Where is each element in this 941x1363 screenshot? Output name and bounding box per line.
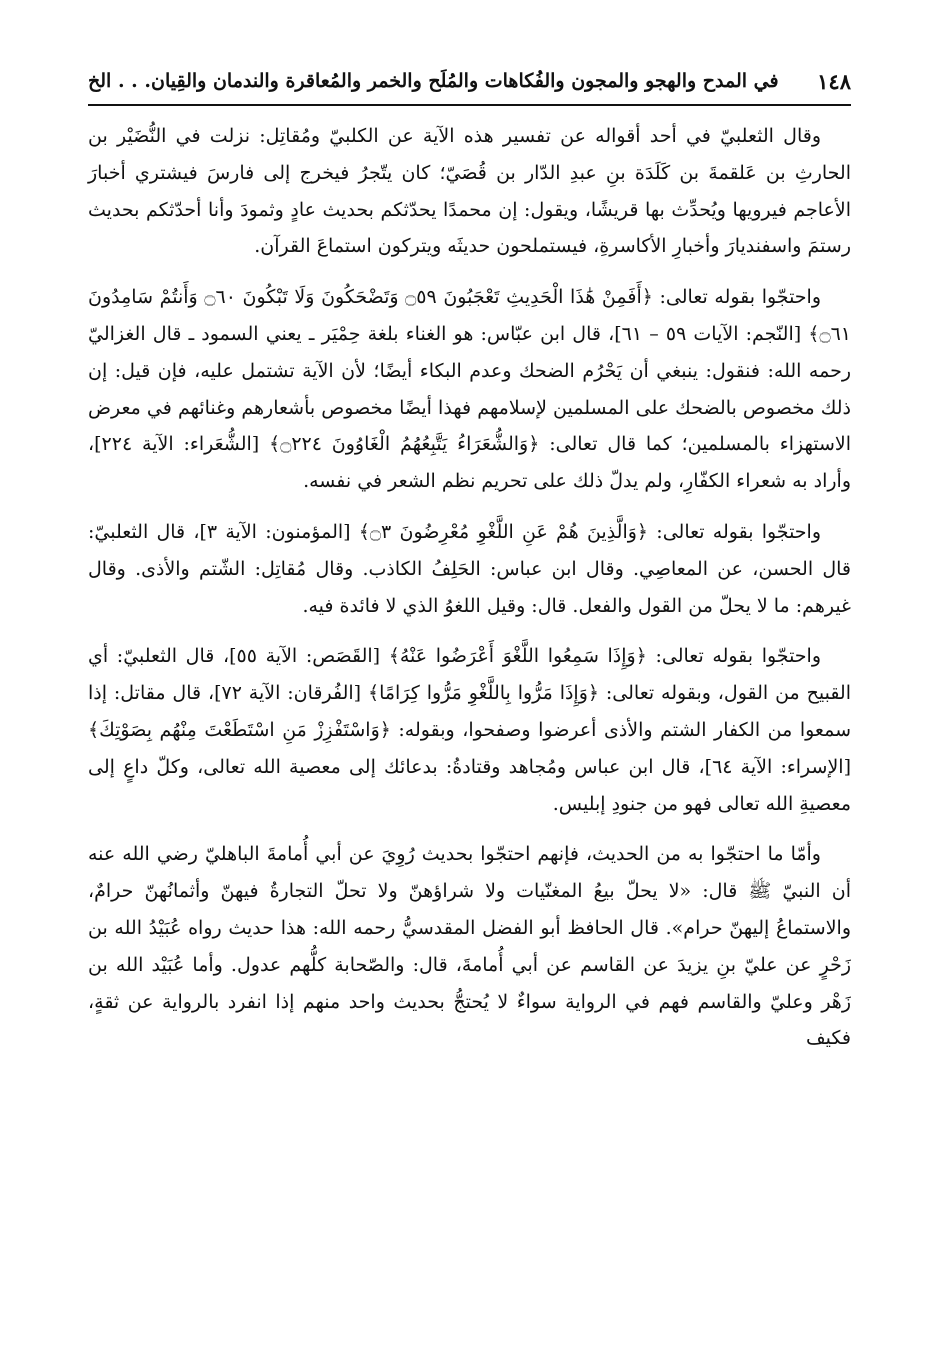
paragraph-2: واحتجّوا بقوله تعالى: ﴿أَفَمِنْ هَٰذَا الْحَدِيثِ تَعْجَبُونَ ۝٥٩ وَتَضْحَكُونَ وَلَا تَبْكُونَ ۝٦٠ وَأَنتُمْ سَامِدُونَ ۝٦١﴾ [النّجم: الآيات ٥٩ – ٦١]، قال ابن عبّاس: هو الغناء بلغة حِمْيَر ـ يعني السمود ـ قال الغزاليّ رحمه الله: فنقول: ينبغي أن يَحْرُم الضحك وعدم البكاء أيضًا؛ لأن الآية تشتمل عليه، فإن قيل: إن ذلك مخصوص بالضحك على المسلمين لإسلامهم فهذا أيضًا مخصوص بأشعارهم وغنائهم في معرض الاستهزاء بالمسلمين؛ كما قال تعالى: ﴿وَالشُّعَرَاءُ يَتَّبِعُهُمُ الْغَاوُونَ ۝٢٢٤﴾ [الشُّعَراء: الآية ٢٢٤]، وأراد به شعراء الكفّارِ، ولم يدلّ ذلك على تحريم نظم الشعر في نفسه.	[88, 286, 851, 493]
paragraph-1: وقال الثعلبيّ في أحد أقواله عن تفسير هذه الآية عن الكلبيّ ومُقاتِل: نزلت في النُّضَيْر بن الحارثِ بن عَلقمةَ بن كَلَدَة بنِ عبدِ الدّار بن قُصَيّ؛ كان يتّجرُ فيخرج إلى فارسَ فيشتري أخبارَ الأعاجم فيرويها ويُحدِّث بها قريشًا، ويقول: إن محمدًا يحدّثكم بحديث عادٍ وثمودَ وأنا أحدّثكم بحديث رستمَ واسفنديارَ وأخبارِ الأكاسرةِ، فيستملحون حديثَه ويتركون استماعَ القرآن.	[88, 125, 851, 258]
paragraph-4: واحتجّوا بقوله تعالى: ﴿وَإِذَا سَمِعُوا اللَّغْوَ أَعْرَضُوا عَنْهُ﴾ [القَصَص: الآية ٥٥]، قال الثعلبيّ: أي القبيح من القول، وبقوله تعالى: ﴿وَإِذَا مَرُّوا بِاللَّغْوِ مَرُّوا كِرَامًا﴾ [الفُرقان: الآية ٧٢]، قال مقاتل: إذا سمعوا من الكفار الشتم والأذى أعرضوا وصفحوا، وبقوله: ﴿وَاسْتَفْزِزْ مَنِ اسْتَطَعْتَ مِنْهُم بِصَوْتِكَ﴾ [الإسراء: الآية ٦٤]، قال ابن عباس ومُجاهد وقتادةُ: بدعائك إلى معصية الله تعالى، وكلّ داعٍ إلى معصيةِ الله تعالى فهو من جنودِ إبليس.	[88, 645, 851, 815]
header-divider	[88, 104, 851, 106]
page-number: ١٤٨	[817, 68, 851, 94]
page-header	[88, 64, 851, 98]
body-text	[88, 118, 851, 1057]
paragraph-3: واحتجّوا بقوله تعالى: ﴿وَالَّذِينَ هُمْ عَنِ اللَّغْوِ مُعْرِضُونَ ۝٣﴾ [المؤمنون: الآية ٣]، قال الثعلبيّ: قال الحسن، عن المعاصِي. وقال ابن عباس: الحَلِفُ الكاذب. وقال مُقاتِل: الشّتم والأذى. وقال غيرهم: ما لا يحلّ من القول والفعل. قال: وقيل اللغوُ الذي لا فائدة فيه.	[88, 520, 851, 617]
paragraph-5: وأمّا ما احتجّوا به من الحديث، فإنهم احتجّوا بحديث رُوِيَ عن أبي أُمامةَ الباهليّ رضي الله عنه أن النبيّ ﷺ قال: «لا يحلّ بيعُ المغنّيات ولا شراؤهنّ ولا تحلّ التجارةُ فيهنّ وأثمانُهنّ حرامٌ، والاستماعُ إليهنّ حرام». قال الحافظ أبو الفضل المقدسيُّ رحمه الله: هذا حديث رواه عُبَيْدُ الله بن زَحْرٍ عن عليّ بنِ يزيدَ عن القاسم عن أبي أُمامةَ، قال: والصّحابة كلُّهم عدول. وأما عُبَيْد الله بن زَهْر وعليّ والقاسم فهم في الرواية سواءٌ لا يُحتجُّ بحديث واحد منهم إذا انفرد بالرواية عن ثقةٍ، فكيف	[88, 843, 851, 1050]
running-title: في المدح والهجو والمجون والفُكاهات والمُلَح والخمر والمُعاقرة والندمان والقِيان. . . الخ	[88, 70, 779, 92]
